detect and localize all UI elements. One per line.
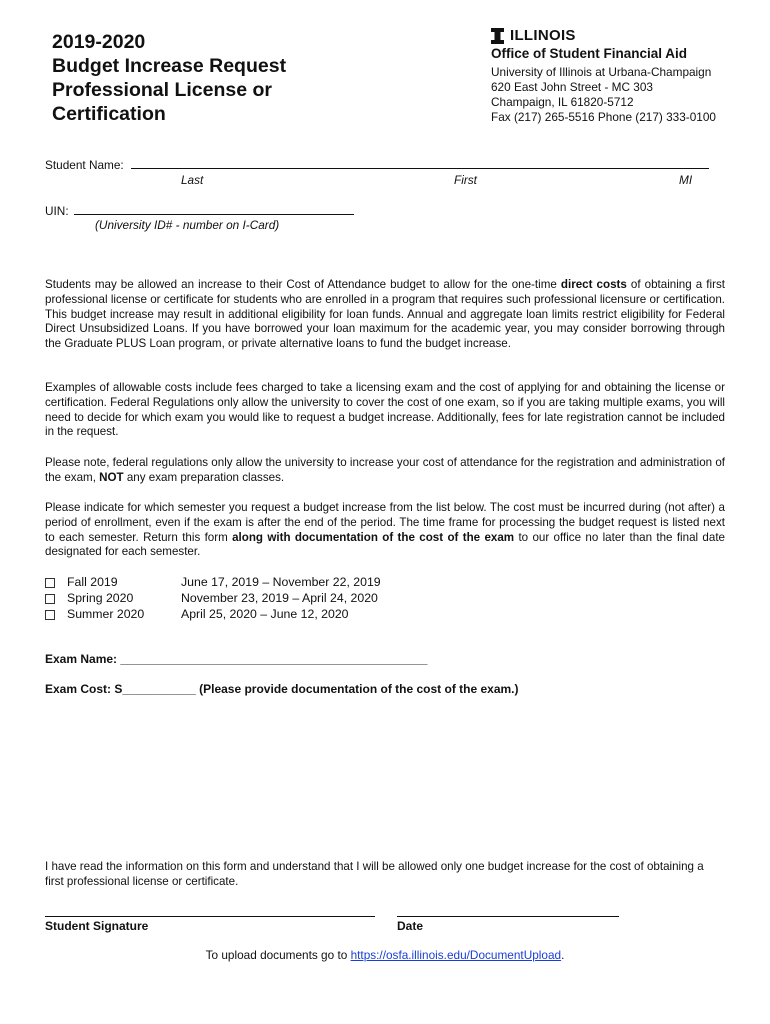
uin-field[interactable] <box>74 203 354 215</box>
semester-date-range: April 25, 2020 – June 12, 2020 <box>181 607 349 621</box>
uin-row <box>45 203 354 218</box>
paragraph-text: Students may be allowed an increase to their Cost of Attendance budget to allow for the one-time <box>45 278 561 291</box>
paragraph-text: Please note, federal regulations only allow the university to increase your cost of attendance for the registration and administration of the exam, <box>45 456 725 484</box>
semester-date-range: November 23, 2019 – April 24, 2020 <box>181 591 378 605</box>
paragraph-federal-note <box>45 456 725 486</box>
paragraph-text: to our office no later than the final date designated for each semester. <box>45 530 725 559</box>
form-title-line-4: Certification <box>52 103 166 125</box>
paragraph-allowable-costs <box>45 381 725 440</box>
student-signature-label: Student Signature <box>45 919 149 933</box>
paragraph-text: Examples of allowable costs include fees charged to take a licensing exam and the cost of applying for and obtaining the license or certification. Federal Regulations only allow the university to cover the cost of one exam, so if you are taking multiple exams, you will need to decide for which exam you would like to request a budget increase. Additionally, fees for late registration cannot be included in the request. <box>45 381 725 439</box>
paragraph-bold-text: direct costs <box>560 278 627 291</box>
upload-footer <box>0 948 770 962</box>
semester-name: Summer 2020 <box>67 607 145 621</box>
address-line: University of Illinois at Urbana-Champaign <box>491 65 712 79</box>
exam-cost-label: Exam Cost: S <box>45 682 123 696</box>
form-title-line-2: Budget Increase Request <box>52 55 287 77</box>
form-title-year: 2019-2020 <box>52 31 146 53</box>
student-name-last-label: Last <box>181 173 204 187</box>
paragraph-text: of obtaining a first professional license or certificate for students who are enrolled in a program that requires such professional licensure or certification. This budget increase may result in additional eligibility for loan funds. Annual and aggregate loan limits restrict eligibility for Federal Direct Unsubsidized Loans. If you have borrowed your loan maximum for the academic year, you may consider borrowing through the Graduate PLUS Loan program, or private alternative loans to fund the budget increase. <box>45 278 725 351</box>
upload-footer-text: To upload documents go to <box>205 948 351 962</box>
paragraph-bold-text: NOT <box>99 470 124 484</box>
exam-cost-note: (Please provide documentation of the cost of the exam.) <box>195 682 519 696</box>
logo-wordmark: ILLINOIS <box>510 27 576 44</box>
form-title <box>52 30 286 126</box>
date-line[interactable] <box>397 916 619 917</box>
student-name-label: Student Name: <box>45 158 124 172</box>
address-line: Fax (217) 265-5516 Phone (217) 333-0100 <box>491 110 716 124</box>
block-i-icon <box>491 28 504 44</box>
document-upload-link[interactable]: https://osfa.illinois.edu/DocumentUpload <box>350 948 562 962</box>
semester-date-range: June 17, 2019 – November 22, 2019 <box>181 575 381 589</box>
semester-name: Fall 2019 <box>67 575 118 589</box>
exam-name-label: Exam Name: <box>45 652 118 666</box>
illinois-logo <box>491 27 576 44</box>
paragraph-semester-instructions <box>45 501 725 560</box>
uin-label: UIN: <box>45 204 69 218</box>
semester-name: Spring 2020 <box>67 591 134 605</box>
semester-checkbox[interactable] <box>45 594 55 604</box>
date-label: Date <box>397 919 424 933</box>
student-name-first-label: First <box>454 173 477 187</box>
office-address <box>491 65 716 125</box>
semester-option-summer-2020 <box>45 607 445 623</box>
office-name: Office of Student Financial Aid <box>491 46 688 61</box>
semester-option-spring-2020 <box>45 591 445 607</box>
uin-hint: (University ID# - number on I-Card) <box>95 218 280 232</box>
exam-name-field[interactable]: ______________________________________________ <box>120 652 428 666</box>
acknowledgement-text: I have read the information on this form and understand that I will be allowed only one budget increase for the cost of obtaining a first professional license or certificate. <box>45 860 704 888</box>
paragraph-direct-costs <box>45 278 725 352</box>
form-title-line-3: Professional License or <box>52 79 272 101</box>
semester-checkbox[interactable] <box>45 578 55 588</box>
semester-options <box>45 575 445 623</box>
address-line: 620 East John Street - MC 303 <box>491 80 653 94</box>
paragraph-text: Please indicate for which semester you request a budget increase from the list below. The cost must be incurred during (not after) a period of enrollment, even if the exam is after the end of the period. The time frame for processing the budget request is listed next to each semester. Return this form <box>45 501 725 544</box>
exam-name-row <box>45 652 427 666</box>
exam-cost-row <box>45 682 519 696</box>
exam-cost-field[interactable]: ___________ <box>122 682 196 696</box>
address-line: Champaign, IL 61820-5712 <box>491 95 634 109</box>
student-name-row <box>45 157 709 172</box>
student-name-field[interactable] <box>131 157 709 169</box>
student-name-mi-label: MI <box>679 173 693 187</box>
semester-option-fall-2019 <box>45 575 445 591</box>
student-signature-line[interactable] <box>45 916 375 917</box>
paragraph-bold-text: along with documentation of the cost of the exam <box>232 530 515 544</box>
paragraph-text: any exam preparation classes. <box>123 470 285 484</box>
semester-checkbox[interactable] <box>45 610 55 620</box>
upload-footer-end: . <box>561 948 565 962</box>
